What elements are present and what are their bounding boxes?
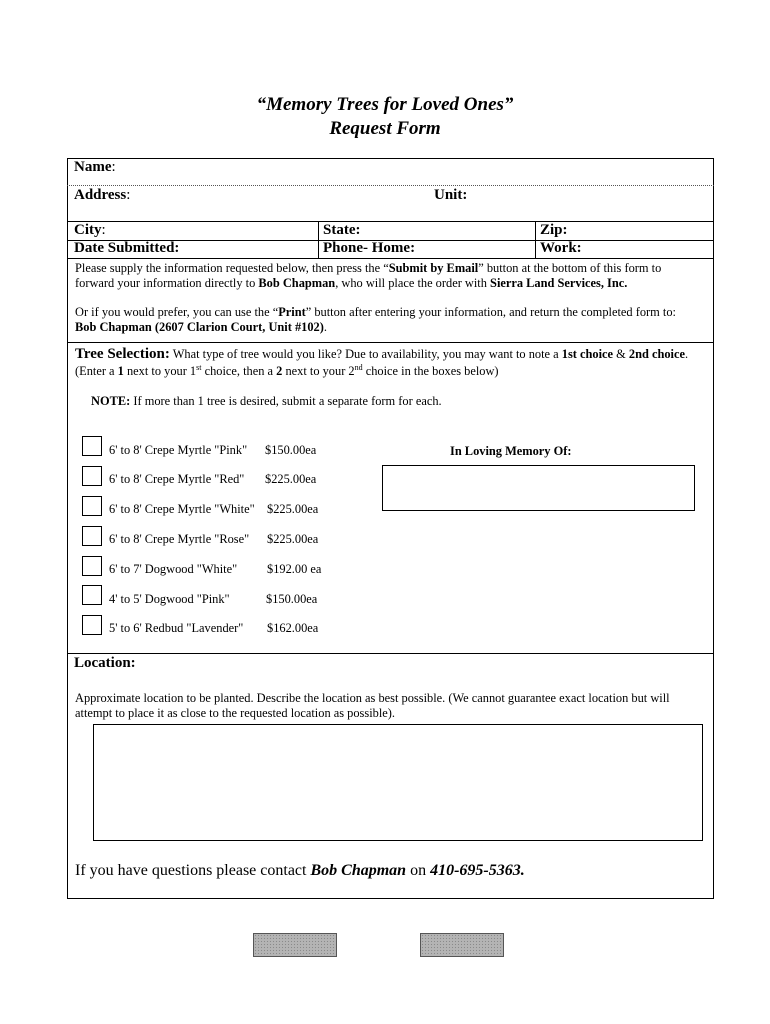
form-subtitle: Request Form — [329, 118, 441, 139]
frame-right — [713, 158, 714, 899]
contact-line: If you have questions please contact Bob Chapman on 410-695-5363. — [75, 862, 525, 879]
unit-label: Unit: — [434, 187, 468, 203]
tree-item-name: 6' to 8' Crepe Myrtle "White" — [109, 502, 255, 516]
instructions-divider — [67, 342, 714, 343]
tree-checkbox-4[interactable] — [82, 526, 102, 546]
tree-item-price: $225.00ea — [267, 532, 319, 546]
location-desc-1: Approximate location to be planted. Describe the location as best possible. (We cannot guarantee exact location but will — [75, 691, 670, 705]
memory-input[interactable] — [382, 465, 695, 511]
date-divider — [67, 258, 714, 259]
tree-selection-question: Tree Selection: What type of tree would you like? Due to availability, you may want to note a 1st choice & 2nd choice. — [75, 346, 689, 362]
col-divider-2 — [535, 221, 536, 258]
tree-item-price: $150.00ea — [266, 592, 318, 606]
work-phone-field[interactable] — [590, 241, 705, 257]
tree-item-price: $162.00ea — [267, 621, 319, 635]
phone-home-field[interactable] — [425, 241, 530, 257]
zip-label: Zip: — [540, 222, 568, 238]
tree-item-name: 6' to 8' Crepe Myrtle "Pink" — [109, 443, 248, 457]
frame-bottom — [67, 898, 714, 899]
state-field[interactable] — [375, 223, 530, 239]
tree-checkbox-2[interactable] — [82, 466, 102, 486]
city-field[interactable] — [115, 223, 310, 239]
memory-label: In Loving Memory Of: — [450, 444, 572, 458]
location-desc-2: attempt to place it as close to the requested location as possible). — [75, 706, 395, 720]
state-label: State: — [323, 222, 361, 238]
address-field[interactable] — [150, 188, 420, 210]
frame-top — [67, 158, 714, 159]
col-divider-1 — [318, 221, 319, 258]
submit-by-email-button[interactable] — [253, 933, 337, 957]
tree-item-name: 6' to 7' Dogwood "White" — [109, 562, 238, 576]
city-label: City: — [74, 222, 106, 238]
tree-selection-instructions: (Enter a 1 next to your 1st choice, then a 2 next to your 2nd choice in the boxes below) — [75, 362, 499, 378]
unit-field[interactable] — [480, 188, 705, 210]
name-label: Name: — [74, 159, 116, 175]
tree-item-price: $225.00ea — [265, 472, 317, 486]
tree-selection-divider — [67, 653, 714, 654]
tree-item-name: 4' to 5' Dogwood "Pink" — [109, 592, 230, 606]
tree-checkbox-7[interactable] — [82, 615, 102, 635]
name-divider — [67, 185, 714, 186]
tree-item-price: $225.00ea — [267, 502, 319, 516]
instructions-line-3: Or if you would prefer, you can use the “Print” button after entering your information, and return the completed form to: — [75, 305, 676, 319]
tree-checkbox-1[interactable] — [82, 436, 102, 456]
tree-item-name: 6' to 8' Crepe Myrtle "Rose" — [109, 532, 250, 546]
instructions-line-1: Please supply the information requested below, then press the “Submit by Email” button at the bottom of this form to — [75, 261, 662, 275]
tree-checkbox-3[interactable] — [82, 496, 102, 516]
address-divider — [67, 221, 714, 222]
address-label: Address: — [74, 187, 131, 203]
tree-checkbox-6[interactable] — [82, 585, 102, 605]
work-label: Work: — [540, 240, 582, 256]
location-heading: Location: — [74, 655, 136, 671]
instructions-line-4: Bob Chapman (2607 Clarion Court, Unit #102). — [75, 320, 327, 334]
form-title: “Memory Trees for Loved Ones” — [256, 94, 514, 115]
print-button[interactable] — [420, 933, 504, 957]
tree-item-price: $150.00ea — [265, 443, 317, 457]
tree-item-name: 5' to 6' Redbud "Lavender" — [109, 621, 244, 635]
name-field[interactable] — [135, 160, 705, 182]
tree-checkbox-5[interactable] — [82, 556, 102, 576]
location-textarea[interactable] — [93, 724, 703, 841]
date-label: Date Submitted: — [74, 240, 180, 256]
instructions-line-2: forward your information directly to Bob Chapman, who will place the order with Sierra Land Services, Inc. — [75, 276, 628, 290]
zip-field[interactable] — [575, 223, 705, 239]
frame-left — [67, 158, 68, 899]
tree-item-name: 6' to 8' Crepe Myrtle "Red" — [109, 472, 245, 486]
tree-item-price: $192.00 ea — [267, 562, 322, 576]
date-field[interactable] — [190, 241, 310, 257]
phone-home-label: Phone- Home: — [323, 240, 416, 256]
note-line: NOTE: If more than 1 tree is desired, submit a separate form for each. — [91, 394, 442, 408]
